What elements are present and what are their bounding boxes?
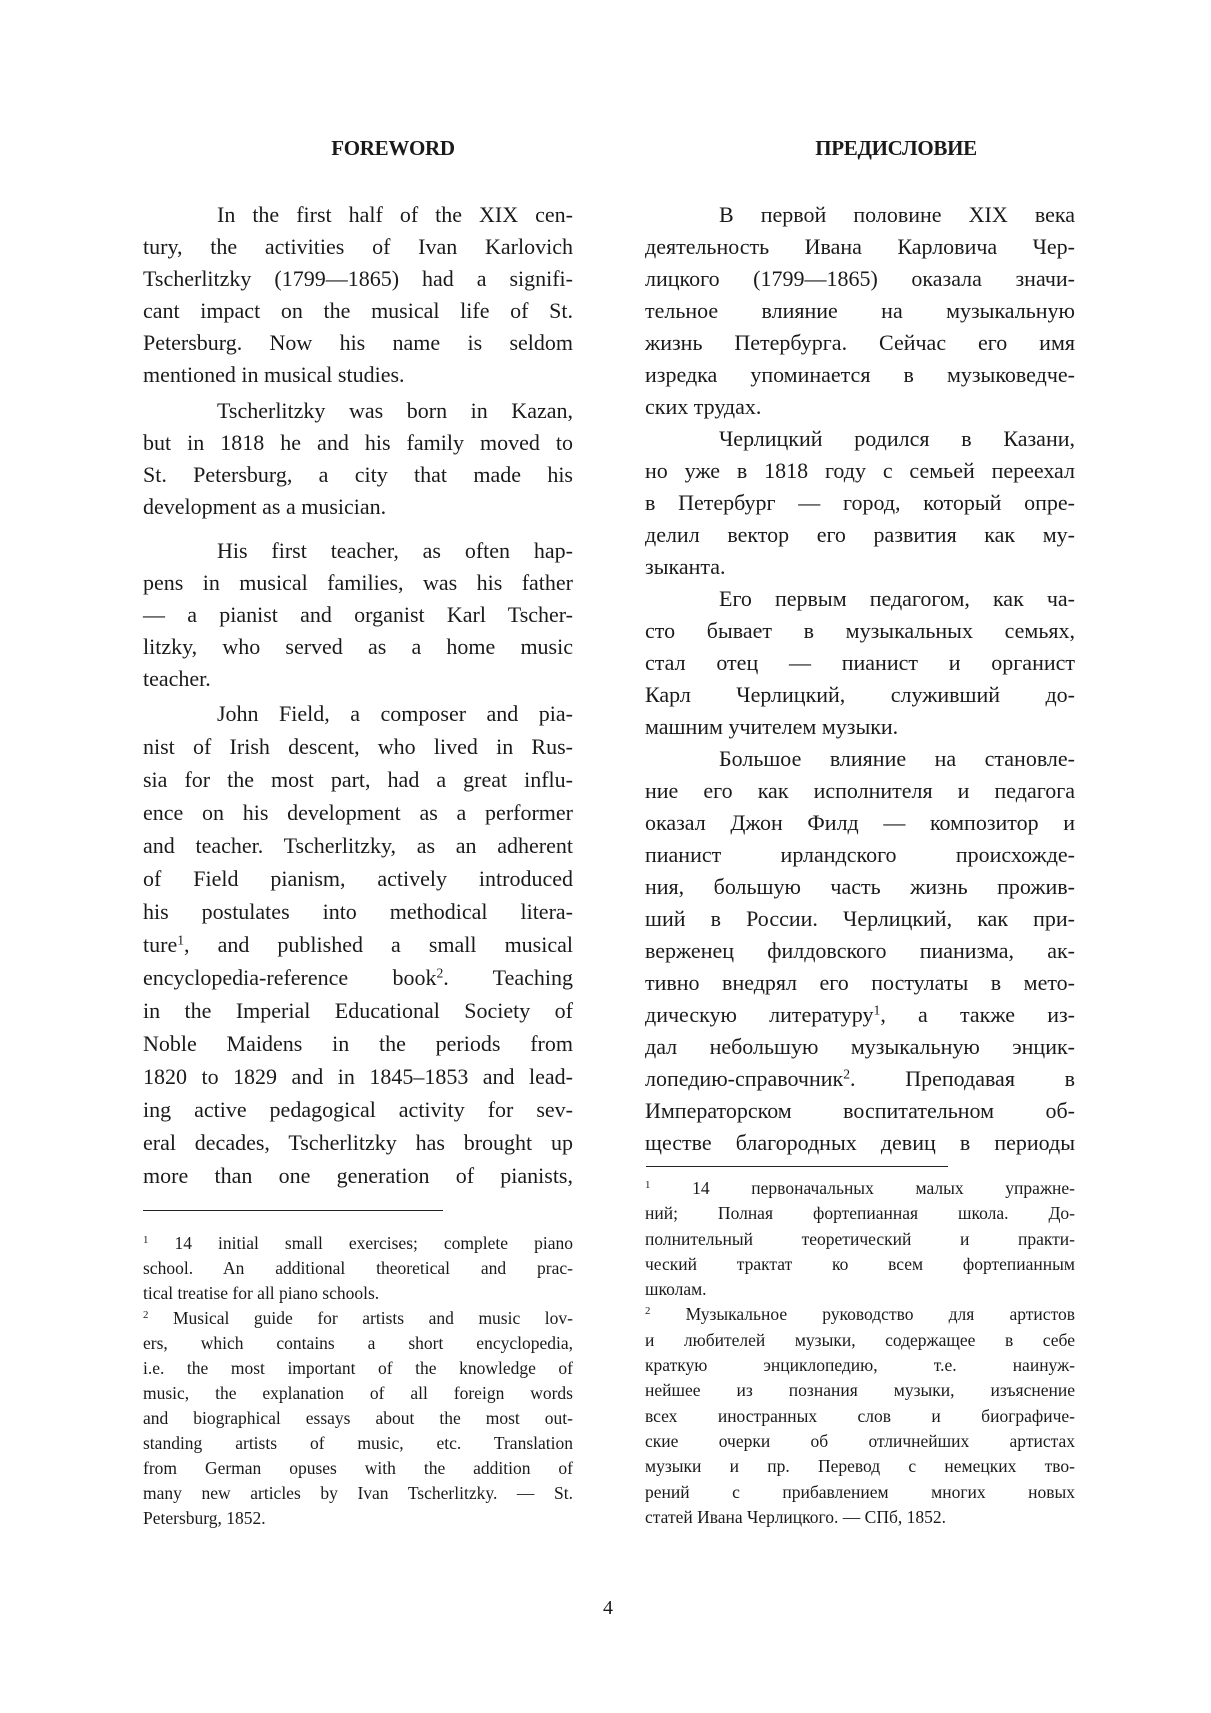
- text-line: ers, which contains a short encyclopedia,: [143, 1333, 573, 1353]
- text-line: зыканта.: [645, 554, 726, 579]
- text-line: [645, 999, 1075, 1031]
- paragraph: [645, 743, 1075, 1159]
- text-line: more than one generation of pianists,: [143, 1163, 573, 1188]
- text-line: лицкого (1799—1865) оказала значи-: [645, 266, 1075, 291]
- text-line: изредка упоминается в музыковедче-: [645, 362, 1075, 387]
- text-line: музыки и пр. Перевод с немецких тво-: [645, 1456, 1075, 1477]
- text-line: Tscherlitzky (1799—1865) had a signifi-: [143, 266, 573, 291]
- text-line: Черлицкий родился в Казани,: [719, 426, 1075, 451]
- text-line: дал небольшую музыкальную энцик-: [645, 1034, 1075, 1059]
- text-line: ния, большую часть жизнь прожив-: [645, 874, 1075, 899]
- text-line: школам.: [645, 1279, 707, 1300]
- text-line: his postulates into methodical litera-: [143, 899, 573, 924]
- footnote-marker: 2: [645, 1305, 651, 1318]
- text-line: Императорском воспитательном об-: [645, 1098, 1075, 1123]
- text-line: Petersburg. Now his name is seldom: [143, 330, 573, 355]
- text-line: and teacher. Tscherlitzky, as an adherent: [143, 833, 573, 858]
- footnote-divider-english: [143, 1210, 443, 1211]
- text-fragment: 14 initial small exercises; complete piano: [148, 1233, 573, 1253]
- text-line: [143, 1306, 573, 1331]
- text-line: пианист ирландского происхожде-: [645, 842, 1075, 867]
- text-line: of Field pianism, actively introduced: [143, 866, 573, 891]
- text-line: деятельность Ивана Карловича Чер-: [645, 234, 1075, 259]
- text-fragment: Musical guide for artists and music lov-: [148, 1308, 573, 1328]
- paragraph: [645, 423, 1075, 583]
- text-line: [143, 1231, 573, 1256]
- text-fragment: , а также из-: [880, 1002, 1075, 1027]
- text-fragment: . Teaching: [443, 965, 573, 990]
- text-line: litzky, who served as a home music: [143, 634, 573, 659]
- text-line: cant impact on the musical life of St.: [143, 298, 573, 323]
- paragraph: [143, 535, 573, 695]
- footnote-marker: 2: [843, 1066, 851, 1082]
- text-line: жизнь Петербурга. Сейчас его имя: [645, 330, 1075, 355]
- text-line: Карл Черлицкий, служивший до-: [645, 682, 1075, 707]
- text-line: ческий трактат ко всем фортепианным: [645, 1253, 1075, 1274]
- text-line: many new articles by Ivan Tscherlitzky. — St.: [143, 1483, 573, 1503]
- page-number: 4: [603, 1597, 613, 1619]
- text-line: краткую энциклопедию, т.е. наинуж-: [645, 1355, 1075, 1376]
- text-line: and biographical essays about the most out-: [143, 1408, 573, 1428]
- text-line: В первой половине XIX века: [719, 202, 1075, 227]
- text-line: делил вектор его развития как му-: [645, 522, 1075, 547]
- text-fragment: лопедию-справочник: [645, 1066, 844, 1091]
- foreword-title-russian: ПРЕДИСЛОВИЕ: [815, 136, 977, 160]
- paragraph: [143, 199, 573, 391]
- text-line: Tscherlitzky was born in Kazan,: [217, 398, 573, 423]
- text-line: pens in musical families, was his father: [143, 570, 573, 595]
- text-line: тивно внедрял его постулаты в мето-: [645, 970, 1075, 995]
- text-fragment: дическую литературу: [645, 1002, 874, 1027]
- text-fragment: 14 первоначальных малых упражне-: [650, 1178, 1075, 1198]
- text-line: in the Imperial Educational Society of: [143, 998, 573, 1023]
- text-line: school. An additional theoretical and prac-: [143, 1258, 573, 1278]
- text-line: mentioned in musical studies.: [143, 362, 405, 387]
- text-line: [645, 1063, 1075, 1095]
- text-line: тельное влияние на музыкальную: [645, 298, 1075, 323]
- paragraph: [143, 395, 573, 523]
- text-line: music, the explanation of all foreign words: [143, 1383, 573, 1403]
- text-line: [645, 1176, 1075, 1201]
- text-line: [645, 1302, 1075, 1327]
- text-line: полнительный теоретический и практи-: [645, 1228, 1075, 1249]
- text-line: nist of Irish descent, who lived in Rus-: [143, 734, 573, 759]
- text-line: и любителей музыки, содержащее в себе: [645, 1329, 1075, 1350]
- text-line: ший в России. Черлицкий, как при-: [645, 906, 1075, 931]
- text-line: — a pianist and organist Karl Tscher-: [143, 602, 573, 627]
- text-line: In the first half of the XIX cen-: [217, 202, 573, 227]
- text-line: tical treatise for all piano schools.: [143, 1283, 380, 1303]
- text-line: 1820 to 1829 and in 1845–1853 and lead-: [143, 1064, 573, 1089]
- text-fragment: . Преподавая в: [850, 1066, 1075, 1091]
- footnote-marker: 1: [143, 1234, 149, 1247]
- text-line: ний; Полная фортепианная школа. До-: [645, 1203, 1075, 1224]
- footnote-marker: 2: [436, 965, 444, 981]
- text-line: tury, the activities of Ivan Karlovich: [143, 234, 573, 259]
- paragraph: [645, 583, 1075, 743]
- text-line: ских трудах.: [645, 394, 762, 419]
- text-line: i.e. the most important of the knowledge of: [143, 1358, 573, 1378]
- text-line: сто бывает в музыкальных семьях,: [645, 618, 1075, 643]
- text-line: but in 1818 he and his family moved to: [143, 430, 573, 455]
- text-line: ские очерки об отличнейших артистах: [645, 1430, 1075, 1451]
- text-line: Petersburg, 1852.: [143, 1508, 266, 1528]
- text-line: eral decades, Tscherlitzky has brought up: [143, 1130, 573, 1155]
- text-line: ing active pedagogical activity for sev-: [143, 1097, 573, 1122]
- text-line: Noble Maidens in the periods from: [143, 1031, 573, 1056]
- text-line: [143, 928, 573, 961]
- text-line: Большое влияние на становле-: [719, 746, 1075, 771]
- text-line: [143, 961, 573, 994]
- text-fragment: , and published a small musical: [184, 932, 573, 957]
- text-line: sia for the most part, had a great influ-: [143, 767, 573, 792]
- text-line: development as a musician.: [143, 494, 387, 519]
- text-fragment: Музыкальное руководство для артистов: [650, 1304, 1075, 1325]
- text-line: машним учителем музыки.: [645, 714, 899, 739]
- footnote-marker: 1: [177, 932, 185, 948]
- text-line: нейшее из познания музыки, изъяснение: [645, 1380, 1075, 1401]
- text-line: His first teacher, as often hap-: [217, 538, 573, 563]
- text-line: в Петербург — город, который опре-: [645, 490, 1075, 515]
- text-line: верженец филдовского пианизма, ак-: [645, 938, 1075, 963]
- text-line: teacher.: [143, 666, 211, 691]
- text-line: но уже в 1818 году с семьей переехал: [645, 458, 1075, 483]
- english-footnotes: [143, 1231, 573, 1531]
- paragraph: [645, 199, 1075, 423]
- text-line: ence on his development as a performer: [143, 800, 573, 825]
- footnote-marker: 1: [645, 1179, 651, 1192]
- footnote-divider-russian: [646, 1166, 948, 1167]
- text-line: ние его как исполнителя и педагога: [645, 778, 1075, 803]
- footnote-marker: 2: [143, 1309, 149, 1322]
- russian-footnotes: [645, 1176, 1075, 1530]
- text-line: Его первым педагогом, как ча-: [719, 586, 1075, 611]
- text-line: standing artists of music, etc. Translation: [143, 1433, 573, 1453]
- text-line: стал отец — пианист и органист: [645, 650, 1075, 675]
- foreword-title-english: FOREWORD: [331, 136, 455, 160]
- text-line: всех иностранных слов и биографиче-: [645, 1405, 1075, 1426]
- text-line: ществе благородных девиц в периоды: [645, 1130, 1075, 1155]
- text-line: статей Ивана Черлицкого. — СПб, 1852.: [645, 1506, 946, 1527]
- text-line: St. Petersburg, a city that made his: [143, 462, 573, 487]
- footnote-marker: 1: [873, 1002, 881, 1018]
- paragraph: [143, 697, 573, 1192]
- russian-column: [645, 199, 1075, 1159]
- text-line: рений с прибавлением многих новых: [645, 1481, 1075, 1502]
- text-line: оказал Джон Филд — композитор и: [645, 810, 1075, 835]
- text-fragment: encyclopedia-reference book: [143, 965, 437, 990]
- text-fragment: ture: [143, 932, 178, 957]
- english-column: [143, 199, 573, 1192]
- text-line: from German opuses with the addition of: [143, 1458, 573, 1478]
- text-line: John Field, a composer and pia-: [217, 701, 573, 726]
